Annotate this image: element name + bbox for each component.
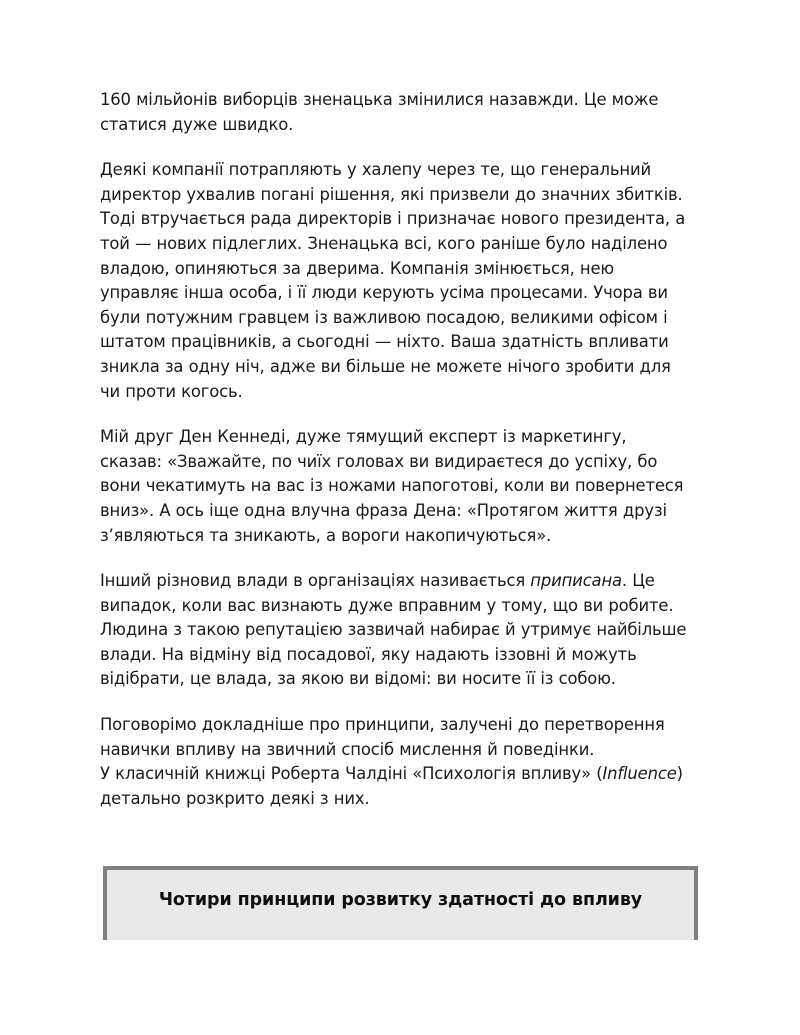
text-run: . Це випадок, коли вас визнають дуже вправним у тому, що ви робите. Людина з такою репутацією зазвичай набирає й утримує найбільше влади. На відміну від посадової, яку надають іззовні й можуть відібрати, це влада, за якою ви відомі: ви носите її із собою.: [100, 571, 687, 689]
callout-box: [103, 866, 698, 940]
text-run: 160 мільйонів виборців зненацька змінилися назавжди. Це може статися дуже швидко.: [100, 90, 659, 134]
document-body: [100, 88, 692, 811]
text-run: Influence: [602, 764, 677, 784]
text-run: Мій друг Ден Кеннеді, дуже тямущий експерт із маркетингу, сказав: «Зважайте, по чиїх головах ви видираєтеся до успіху, бо вони чекатимуть на вас із ножами напоготові, коли ви повернетеся вниз». А ось іще одна влучна фраза Дена: «Протягом життя друзі з’являються та зникають, а вороги накопичуються».: [100, 427, 684, 545]
text-run: Поговорімо докладніше про принципи, залучені до перетворення навички впливу на звичний спосіб мислення й поведінки.: [100, 715, 665, 759]
text-run: У класичній книжці Роберта Чалдіні «Психологія впливу» (: [100, 764, 603, 784]
text-run: приписана: [530, 571, 622, 591]
text-run: ) детально розкрито деякі з них.: [100, 764, 683, 808]
paragraph-4: [100, 569, 692, 692]
paragraph-5: [100, 713, 692, 811]
paragraph-2: [100, 158, 692, 404]
text-run: Деякі компанії потрапляють у халепу через те, що генеральний директор ухвалив погані рішення, які призвели до значних збитків. Тоді втручається рада директорів і призначає нового президента, а той — нових підлеглих. Зненацька всі, кого раніше було наділено владою, опиняються за дверима. Компанія змінюється, нею управляє інша особа, і її люди керують усіма процесами. Учора ви були потужним гравцем із важливою посадою, великими офісом і штатом працівників, а сьогодні — ніхто. Ваша здатність впливати зникла за одну ніч, адже ви більше не можете нічого зробити для чи проти когось.: [100, 160, 686, 401]
paragraph-1: [100, 88, 692, 137]
paragraph-3: [100, 425, 692, 548]
text-run: Інший різновид влади в організаціях називається: [100, 571, 531, 591]
callout-title: Чотири принципи розвитку здатності до впливу: [158, 890, 643, 910]
